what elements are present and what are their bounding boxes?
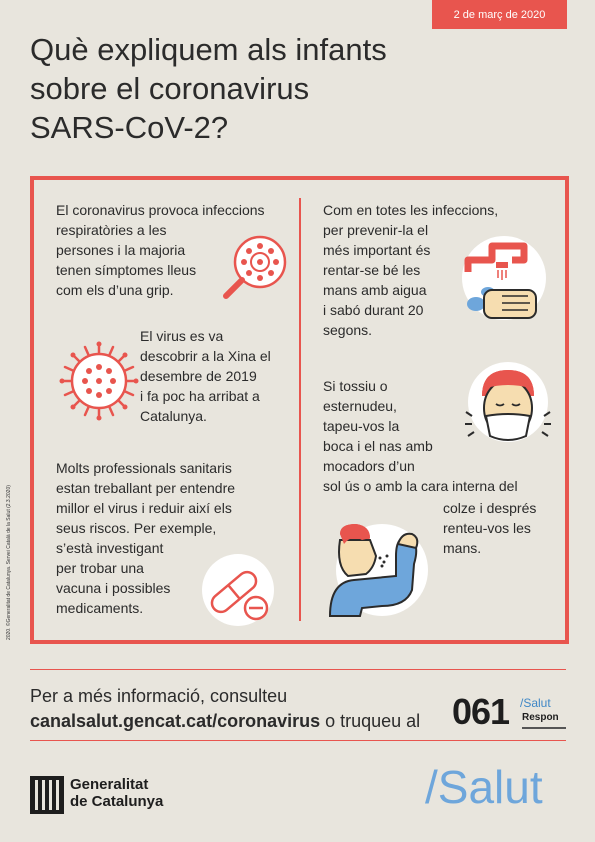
virus-icon [58,340,140,422]
more-info-line2: canalsalut.gencat.cat/coronavirus o truqueu al [30,711,421,731]
bottom-rule [30,740,566,741]
logo-061-salut: /Salut [520,696,551,710]
title-line: sobre el coronavirus [30,71,310,106]
date-badge: 2 de març de 2020 [432,0,567,29]
info-panel [30,176,569,644]
professionals-text: Molts professionals sanitaris estan treballant per entendre millor el virus i reduir així els seus riscos. Per exemple, s’està investigant per trobar una vacuna i possibles medicaments. [56,460,236,616]
logo-061-respon: Respon [522,712,559,723]
generalitat-wordmark: Generalitat de Catalunya [70,776,164,810]
generalitat-logo-icon [30,776,64,814]
title-line: SARS-CoV-2? [30,110,229,145]
infections-text: El coronavirus provoca infeccions respiratòries a les persones i la majoria tenen símptomes lleus com els d’una grip. [56,202,265,298]
face-mask-icon [464,354,556,450]
virus-magnifier-icon [218,232,290,304]
logo-061-number: 061 [452,691,510,732]
copyright-note: 2020. ©Generalitat de Catalunya. Servei Català de la Salut (2.3.2020) [6,485,12,640]
title-line: Què expliquem als infants [30,32,387,67]
panel-divider [299,198,301,621]
top-rule [30,669,566,670]
salut-logo: /Salut [425,761,543,813]
handwashing-icon [458,232,550,324]
discovery-text: El virus es va descobrir a la Xina el desembre de 2019 i fa poc ha arribat a Catalunya. [140,328,271,424]
cough-text-bottom: colze i després renteu-vos les mans. [443,500,537,556]
more-info-line: Per a més informació, consulteu [30,686,288,706]
pills-icon [198,550,278,630]
page-title [30,30,510,147]
more-info [30,684,420,734]
logo-061-underline [522,727,566,729]
canalsalut-link[interactable]: canalsalut.gencat.cat/coronavirus [30,711,321,731]
cough-elbow-icon [322,520,432,620]
cough-text-top: Si tossiu o esternudeu, tapeu-vos la boca i el nas amb mocadors d’un sol ús o amb la cara interna del [323,378,518,494]
prevention-text: Com en totes les infeccions, per prevenir-la el més important és rentar-se bé les mans amb aigua i sabó durant 20 segons. [323,202,499,338]
